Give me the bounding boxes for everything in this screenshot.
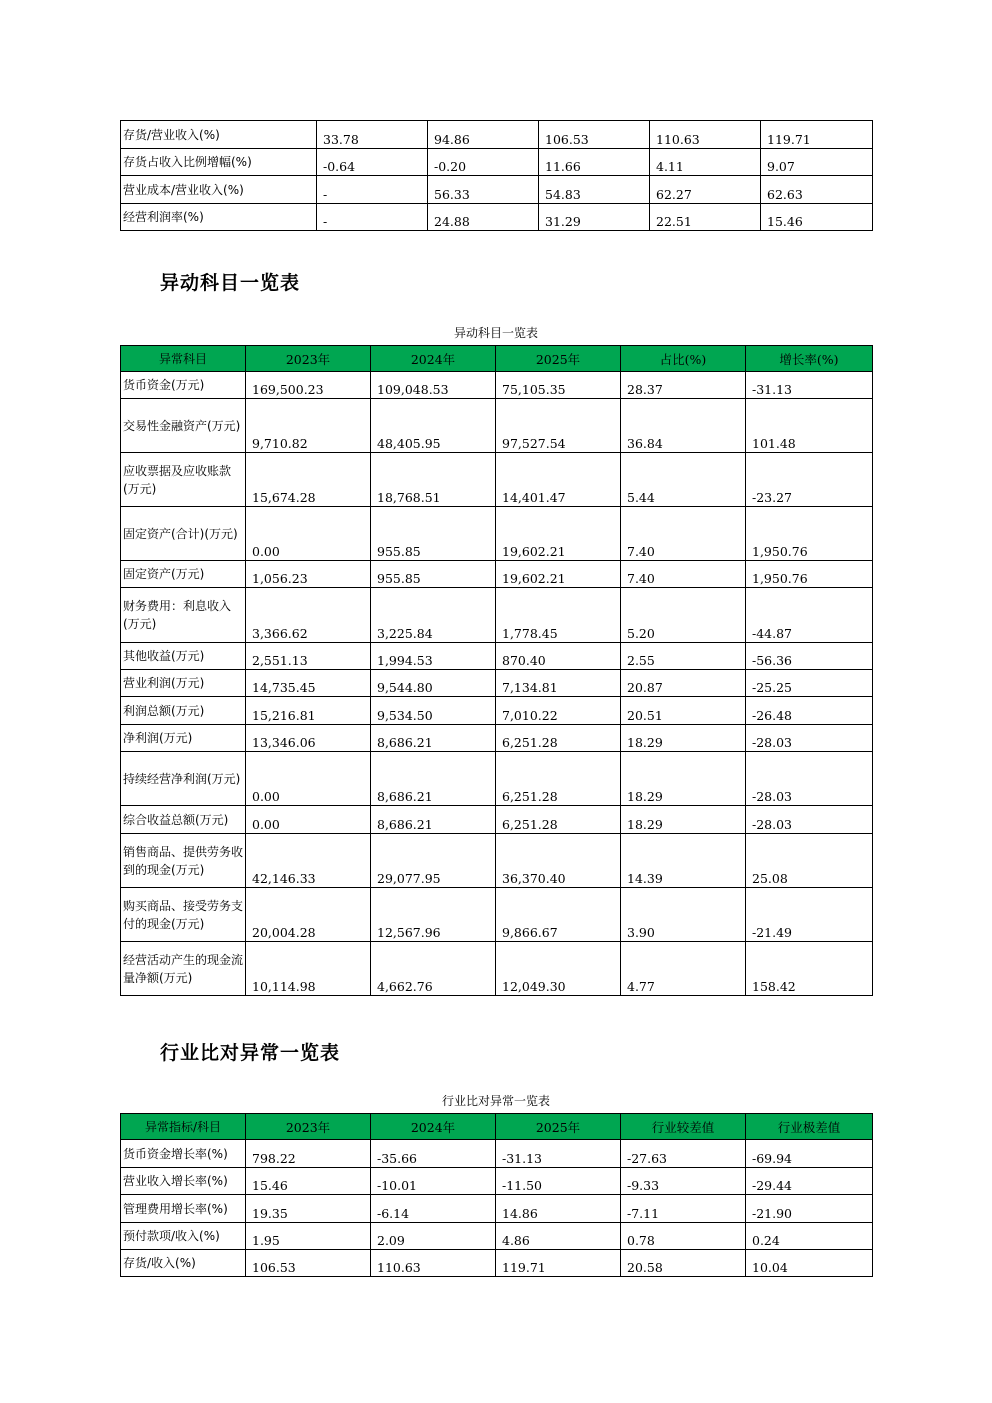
- ratio-table: [120, 120, 873, 231]
- table-caption: 异动科目一览表: [453, 326, 538, 340]
- cell: 15,674.28: [246, 453, 371, 507]
- cell: 29,077.95: [371, 834, 496, 888]
- cell: 6,251.28: [496, 725, 621, 752]
- row-label: 货币资金(万元): [121, 372, 246, 399]
- cell: 4.86: [496, 1223, 621, 1250]
- cell: 4.11: [650, 149, 761, 176]
- cell: 36.84: [621, 399, 746, 453]
- cell: -27.63: [621, 1140, 746, 1168]
- table-row: [121, 1195, 873, 1223]
- anomaly-items-body: [121, 372, 873, 996]
- cell: 6,251.28: [496, 752, 621, 806]
- cell: -56.36: [746, 643, 873, 670]
- row-label: 交易性金融资产(万元): [121, 399, 246, 453]
- table-row: [121, 670, 873, 697]
- cell: 33.78: [317, 121, 428, 149]
- cell: 7,134.81: [496, 670, 621, 697]
- cell: 18.29: [621, 806, 746, 834]
- cell: 14,735.45: [246, 670, 371, 697]
- cell: 75,105.35: [496, 372, 621, 399]
- row-label: 存货/营业收入(%): [121, 121, 317, 149]
- cell: -28.03: [746, 806, 873, 834]
- cell: 6,251.28: [496, 806, 621, 834]
- cell: 106.53: [539, 121, 650, 149]
- cell: -10.01: [371, 1168, 496, 1195]
- cell: 10,114.98: [246, 942, 371, 996]
- table-row: [121, 453, 873, 507]
- row-label: 利润总额(万元): [121, 697, 246, 725]
- cell: 955.85: [371, 507, 496, 561]
- cell: 1,950.76: [746, 561, 873, 588]
- cell: -25.25: [746, 670, 873, 697]
- cell: -28.03: [746, 752, 873, 806]
- table-row: [121, 806, 873, 834]
- cell: 15.46: [761, 204, 873, 231]
- section-heading-industry-comparison: 行业比对异常一览表: [160, 1042, 341, 1064]
- table-row: [121, 507, 873, 561]
- row-label: 营业利润(万元): [121, 670, 246, 697]
- cell: 19,602.21: [496, 561, 621, 588]
- table-row: [121, 561, 873, 588]
- table-row: [121, 834, 873, 888]
- cell: -31.13: [496, 1140, 621, 1168]
- cell: 24.88: [428, 204, 539, 231]
- column-header: 异常科目: [121, 346, 246, 372]
- cell: 97,527.54: [496, 399, 621, 453]
- row-label: 财务费用：利息收入(万元): [121, 588, 246, 643]
- table-row: [121, 1140, 873, 1168]
- column-header: 2025年: [496, 346, 621, 372]
- cell: 2.09: [371, 1223, 496, 1250]
- cell: 15,216.81: [246, 697, 371, 725]
- row-label: 净利润(万元): [121, 725, 246, 752]
- table-row: [121, 149, 873, 176]
- cell: 14,401.47: [496, 453, 621, 507]
- cell: 2,551.13: [246, 643, 371, 670]
- table-row: [121, 121, 873, 149]
- cell: -9.33: [621, 1168, 746, 1195]
- cell: 7.40: [621, 507, 746, 561]
- row-label: 存货占收入比例增幅(%): [121, 149, 317, 176]
- cell: 9,534.50: [371, 697, 496, 725]
- table-row: [121, 752, 873, 806]
- table-row: [121, 176, 873, 204]
- row-label: 持续经营净利润(万元): [121, 752, 246, 806]
- column-header: 行业较差值: [621, 1114, 746, 1140]
- cell: 3,225.84: [371, 588, 496, 643]
- column-header: 2024年: [371, 346, 496, 372]
- row-label: 其他收益(万元): [121, 643, 246, 670]
- cell: 14.39: [621, 834, 746, 888]
- cell: 48,405.95: [371, 399, 496, 453]
- row-label: 销售商品、提供劳务收到的现金(万元): [121, 834, 246, 888]
- row-label: 综合收益总额(万元): [121, 806, 246, 834]
- cell: 18.29: [621, 725, 746, 752]
- row-label: 应收票据及应收账款(万元): [121, 453, 246, 507]
- table-row: [121, 588, 873, 643]
- industry-comparison-table: [120, 1113, 873, 1277]
- cell: 5.44: [621, 453, 746, 507]
- cell: 12,567.96: [371, 888, 496, 942]
- cell: 7,010.22: [496, 697, 621, 725]
- row-label: 经营利润率(%): [121, 204, 317, 231]
- table-row: [121, 1250, 873, 1277]
- cell: 158.42: [746, 942, 873, 996]
- cell: 101.48: [746, 399, 873, 453]
- row-label: 营业收入增长率(%): [121, 1168, 246, 1195]
- cell: 62.63: [761, 176, 873, 204]
- cell: -6.14: [371, 1195, 496, 1223]
- cell: 4.77: [621, 942, 746, 996]
- cell: 955.85: [371, 561, 496, 588]
- cell: 22.51: [650, 204, 761, 231]
- cell: 94.86: [428, 121, 539, 149]
- cell: 0.00: [246, 507, 371, 561]
- cell: 54.83: [539, 176, 650, 204]
- row-label: 货币资金增长率(%): [121, 1140, 246, 1168]
- cell: -28.03: [746, 725, 873, 752]
- table-caption: 行业比对异常一览表: [441, 1094, 550, 1108]
- cell: 119.71: [761, 121, 873, 149]
- row-label: 购买商品、接受劳务支付的现金(万元): [121, 888, 246, 942]
- cell: 109,048.53: [371, 372, 496, 399]
- cell: 1,994.53: [371, 643, 496, 670]
- column-header: 2025年: [496, 1114, 621, 1140]
- column-header: 2023年: [246, 1114, 371, 1140]
- cell: 9,544.80: [371, 670, 496, 697]
- cell: 62.27: [650, 176, 761, 204]
- cell: 20,004.28: [246, 888, 371, 942]
- cell: 0.00: [246, 752, 371, 806]
- anomaly-items-table: [120, 345, 873, 996]
- cell: 28.37: [621, 372, 746, 399]
- cell: 18.29: [621, 752, 746, 806]
- cell: 798.22: [246, 1140, 371, 1168]
- cell: -31.13: [746, 372, 873, 399]
- table-row: [121, 399, 873, 453]
- cell: 1,056.23: [246, 561, 371, 588]
- cell: 1,950.76: [746, 507, 873, 561]
- cell: -7.11: [621, 1195, 746, 1223]
- cell: 25.08: [746, 834, 873, 888]
- cell: -0.20: [428, 149, 539, 176]
- column-header: 占比(%): [621, 346, 746, 372]
- cell: -11.50: [496, 1168, 621, 1195]
- row-label: 固定资产(合计)(万元): [121, 507, 246, 561]
- industry-comparison-body: [121, 1140, 873, 1277]
- cell: 19,602.21: [496, 507, 621, 561]
- cell: 119.71: [496, 1250, 621, 1277]
- table-row: [121, 204, 873, 231]
- cell: 18,768.51: [371, 453, 496, 507]
- cell: 42,146.33: [246, 834, 371, 888]
- row-label: 存货/收入(%): [121, 1250, 246, 1277]
- cell: 8,686.21: [371, 806, 496, 834]
- cell: 4,662.76: [371, 942, 496, 996]
- cell: 0.24: [746, 1223, 873, 1250]
- cell: 9,866.67: [496, 888, 621, 942]
- cell: 19.35: [246, 1195, 371, 1223]
- cell: 8,686.21: [371, 725, 496, 752]
- cell: -35.66: [371, 1140, 496, 1168]
- cell: -69.94: [746, 1140, 873, 1168]
- table-row: [121, 725, 873, 752]
- cell: -29.44: [746, 1168, 873, 1195]
- cell: -0.64: [317, 149, 428, 176]
- row-label: 管理费用增长率(%): [121, 1195, 246, 1223]
- table-row: [121, 372, 873, 399]
- column-header: 行业极差值: [746, 1114, 873, 1140]
- section-heading-anomaly-items: 异动科目一览表: [160, 272, 301, 294]
- table-row: [121, 643, 873, 670]
- cell: 56.33: [428, 176, 539, 204]
- cell: 31.29: [539, 204, 650, 231]
- cell: 14.86: [496, 1195, 621, 1223]
- cell: -23.27: [746, 453, 873, 507]
- cell: 110.63: [371, 1250, 496, 1277]
- table-header: [121, 1114, 873, 1140]
- ratio-table-body: [121, 121, 873, 231]
- cell: -: [317, 176, 428, 204]
- cell: 15.46: [246, 1168, 371, 1195]
- column-header: 增长率(%): [746, 346, 873, 372]
- column-header: 异常指标/科目: [121, 1114, 246, 1140]
- cell: 7.40: [621, 561, 746, 588]
- cell: 36,370.40: [496, 834, 621, 888]
- cell: -: [317, 204, 428, 231]
- cell: 20.51: [621, 697, 746, 725]
- cell: 169,500.23: [246, 372, 371, 399]
- cell: -26.48: [746, 697, 873, 725]
- cell: 9,710.82: [246, 399, 371, 453]
- cell: 10.04: [746, 1250, 873, 1277]
- cell: 3,366.62: [246, 588, 371, 643]
- row-label: 预付款项/收入(%): [121, 1223, 246, 1250]
- cell: -44.87: [746, 588, 873, 643]
- cell: 0.00: [246, 806, 371, 834]
- table-row: [121, 1168, 873, 1195]
- cell: 3.90: [621, 888, 746, 942]
- cell: 20.58: [621, 1250, 746, 1277]
- cell: 9.07: [761, 149, 873, 176]
- row-label: 经营活动产生的现金流量净额(万元): [121, 942, 246, 996]
- cell: 5.20: [621, 588, 746, 643]
- cell: 1,778.45: [496, 588, 621, 643]
- table-row: [121, 942, 873, 996]
- column-header: 2024年: [371, 1114, 496, 1140]
- cell: 8,686.21: [371, 752, 496, 806]
- cell: 1.95: [246, 1223, 371, 1250]
- table-header: [121, 346, 873, 372]
- cell: 13,346.06: [246, 725, 371, 752]
- cell: 110.63: [650, 121, 761, 149]
- column-header: 2023年: [246, 346, 371, 372]
- table-row: [121, 1223, 873, 1250]
- cell: -21.49: [746, 888, 873, 942]
- cell: 870.40: [496, 643, 621, 670]
- cell: 0.78: [621, 1223, 746, 1250]
- cell: 11.66: [539, 149, 650, 176]
- cell: 106.53: [246, 1250, 371, 1277]
- cell: 20.87: [621, 670, 746, 697]
- row-label: 固定资产(万元): [121, 561, 246, 588]
- cell: 2.55: [621, 643, 746, 670]
- table-row: [121, 888, 873, 942]
- cell: 12,049.30: [496, 942, 621, 996]
- row-label: 营业成本/营业收入(%): [121, 176, 317, 204]
- cell: -21.90: [746, 1195, 873, 1223]
- table-row: [121, 697, 873, 725]
